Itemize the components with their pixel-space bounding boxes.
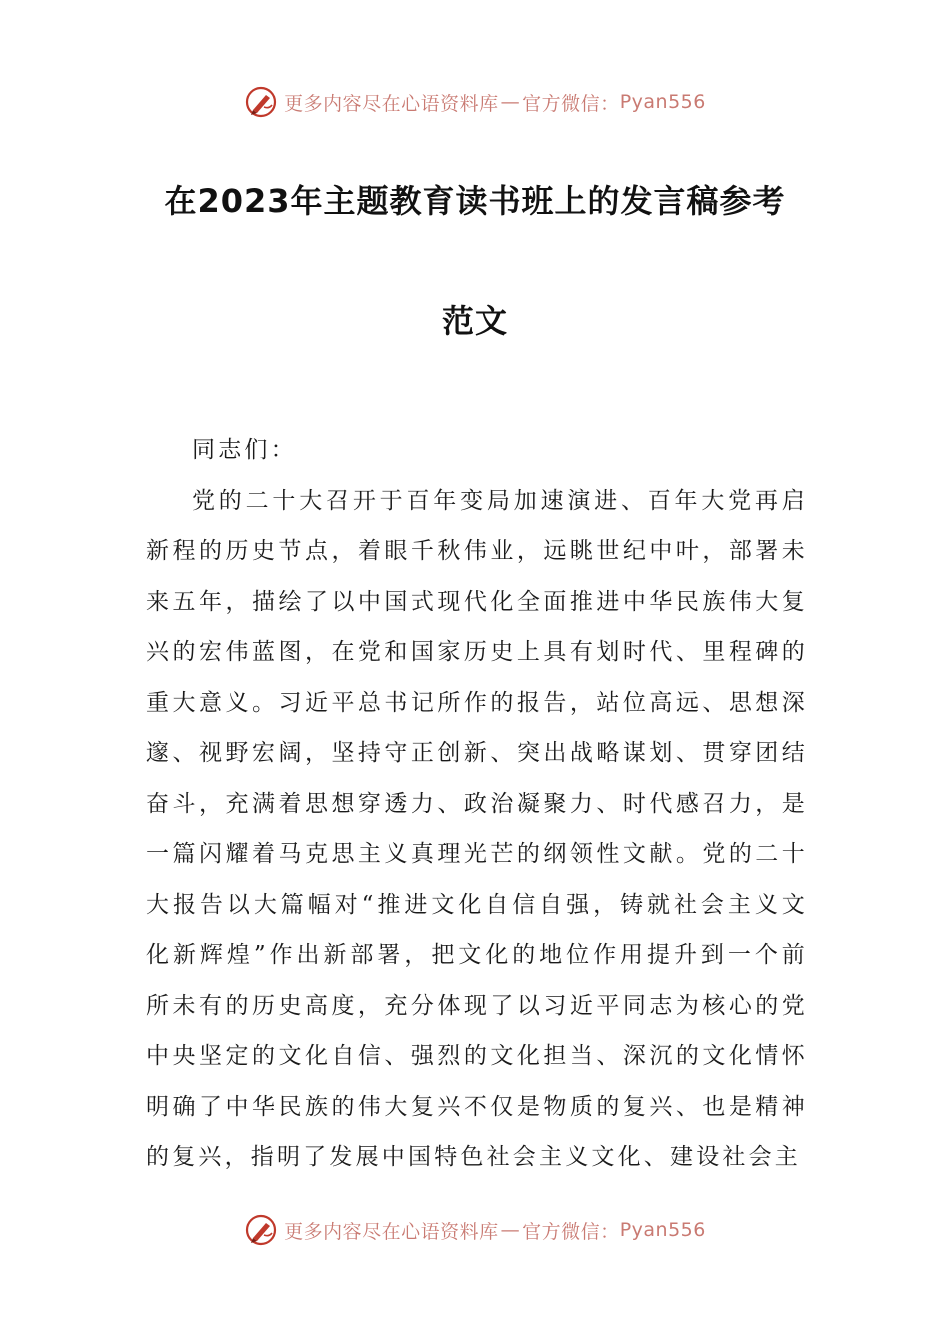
footer-banner xyxy=(0,1208,950,1252)
header-banner xyxy=(0,80,950,124)
banner-separator: — xyxy=(500,91,521,113)
pen-logo-icon xyxy=(244,1213,278,1247)
banner-contact-label: 官方微信： xyxy=(522,92,620,115)
banner-contact-label: 官方微信： xyxy=(522,1220,620,1243)
banner-wechat-handle: Pyan556 xyxy=(619,91,706,113)
salutation: 同志们： xyxy=(192,437,297,463)
banner-wechat-handle: Pyan556 xyxy=(619,1219,706,1241)
body-paragraph: 党的二十大召开于百年变局加速演进、百年大党再启新程的历史节点，着眼千秋伟业，远眺世纪中叶，部署未来五年，描绘了以中国式现代化全面推进中华民族伟大复兴的宏伟蓝图，在党和国家历史上具有划时代、里程碑的重大意义。习近平总书记所作的报告，站位高远、思想深邃、视野宏阔，坚持守正创新、突出战略谋划、贯穿团结奋斗，充满着思想穿透力、政治凝聚力、时代感召力，是一篇闪耀着马克思主义真理光芒的纲领性文献。党的二十大报告以大篇幅对“推进文化自信自强，铸就社会主义文化新辉煌”作出新部署，把文化的地位作用提升到一个前所未有的历史高度，充分体现了以习近平同志为核心的党中央坚定的文化自信、强烈的文化担当、深沉的文化情怀明确了中华民族的伟大复兴不仅是物质的复兴、也是精神的复兴，指明了发展中国特色社会主义文化、建设社会主 xyxy=(146,487,808,1170)
pen-logo-icon xyxy=(244,85,278,119)
banner-slogan: 更多内容尽在心语资料库 xyxy=(284,92,499,115)
document-title-line-1: 在2023年主题教育读书班上的发言稿参考 xyxy=(164,182,786,220)
banner-separator: — xyxy=(500,1219,521,1241)
document-title-line-2: 范文 xyxy=(441,302,508,340)
banner-slogan: 更多内容尽在心语资料库 xyxy=(284,1220,499,1243)
document-body xyxy=(146,425,808,1183)
